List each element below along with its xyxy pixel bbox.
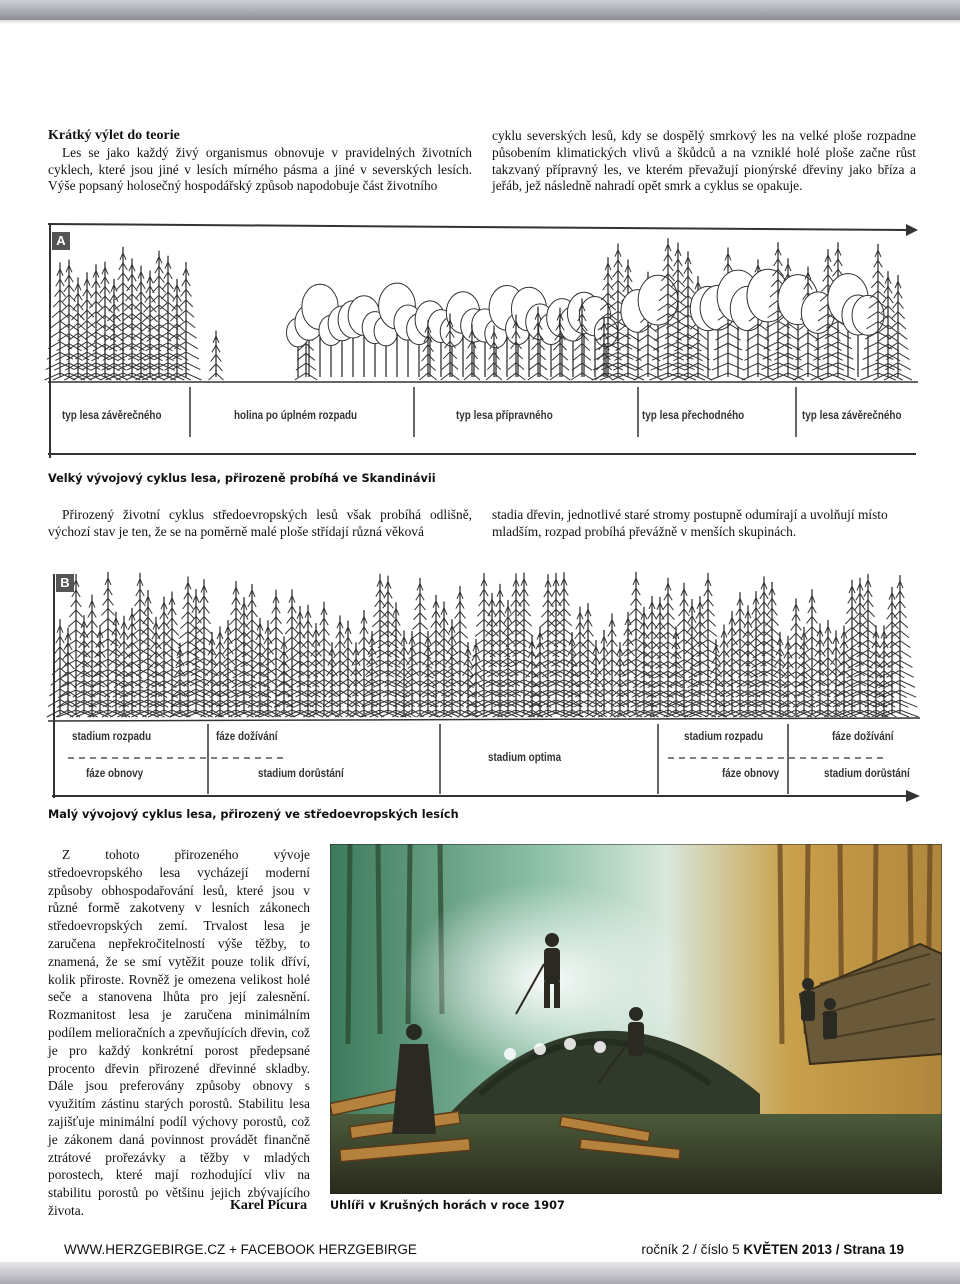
panel-letter-b: B	[56, 574, 74, 592]
footer-issue	[641, 1241, 904, 1259]
diagram-b	[48, 566, 920, 802]
label-typ-lesa-zaverecneho-1: typ lesa závěrečného	[62, 410, 162, 422]
intro-right-column	[492, 128, 916, 195]
intro-left-column	[48, 128, 472, 195]
label-typ-lesa-prechodneho: typ lesa přechodného	[642, 410, 745, 422]
footer-website: WWW.HERZGEBIRGE.CZ + FACEBOOK HERZGEBIRGE	[64, 1242, 417, 1257]
middle-right-column	[492, 507, 916, 541]
label-faze-obnovy-2: fáze obnovy	[722, 768, 780, 780]
footer-issue-date-page: KVĚTEN 2013 / Strana 19	[743, 1242, 904, 1257]
intro-left-text: Les se jako každý živý organismus obnovuje v pravidelných životních cyklech, které jsou jiné v lesích mírného pásma a jiné v severských lesích. Výše popsaný holosečný hospodářský způsob napodobuje část životního	[48, 144, 472, 194]
label-faze-obnovy-1: fáze obnovy	[86, 768, 144, 780]
label-stadium-dorustani-1: stadium dorůstání	[258, 768, 344, 780]
top-decorative-bar	[0, 0, 960, 20]
diagram-a	[48, 222, 920, 460]
panel-letter-a: A	[52, 232, 70, 250]
diagram-b-drawing	[48, 566, 920, 802]
label-typ-lesa-pripravneho: typ lesa přípravného	[456, 410, 553, 422]
middle-left-column	[48, 507, 472, 541]
author-name: Karel Picura	[230, 1198, 308, 1213]
label-faze-dozivani-1: fáze dožívání	[216, 731, 278, 743]
closing-text: Z tohoto přirozeného vývoje středoevropského lesa vycházejí moderní způsoby obhospodařování lesů, které jsou v různé formě zakotveny v lesních zákonech středoevropských zemí. Trvalost lesa je zaručena nepřekročitelností výše těžby, to znamená, že se smí vytěžit pouze tolik dříví, kolik přiroste. Rovněž je omezena velikost holé seče a stanovena lhůta pro její zalesnění. Rozmanitost lesa je zaručena minimálním podílem melioračních a zpevňujících dřevin, což je pro každý konkrétní porost předepsané procento dřevin přirozené dřevinné skladby. Dále jsou preferovány způsoby obnovy s využitím zástinu starých porostů. Stabilitu lesa zajišťuje minimální podíl výchovy porostů, což je zákonem daná povinnost provádět finančně ztrátové prořezávky a těžby v mladých porostech, které mají rozhodující vliv na stabilitu porostů po většinu jejich zbývajícího života.	[48, 847, 310, 1218]
label-faze-dozivani-2: fáze dožívání	[832, 731, 894, 743]
middle-left-text: Přirozený životní cyklus středoevropských lesů však probíhá odlišně, výchozí stav je ten, že se na poměrně malé ploše střídají různá věková	[48, 507, 472, 539]
label-typ-lesa-zaverecneho-2: typ lesa závěrečného	[802, 410, 902, 422]
historic-photo	[330, 844, 942, 1194]
label-stadium-rozpadu-2: stadium rozpadu	[684, 731, 764, 743]
bottom-decorative-bar	[0, 1262, 960, 1284]
middle-right-text: stadia dřevin, jednotlivé staré stromy postupně odumírají a uvolňují místo mladším, rozpad probíhá převážně v menších skupinách.	[492, 507, 888, 539]
historic-photo-illustration	[330, 844, 942, 1194]
intro-heading: Krátký výlet do teorie	[48, 128, 180, 143]
diagram-a-drawing	[48, 222, 920, 460]
label-stadium-optima: stadium optima	[488, 752, 562, 764]
footer-issue-number: ročník 2 / číslo 5	[641, 1242, 744, 1257]
label-stadium-dorustani-2: stadium dorůstání	[824, 768, 910, 780]
diagram-b-caption: Malý vývojový cyklus lesa, přirozený ve středoevropských lesích	[48, 808, 459, 821]
label-holina: holina po úplném rozpadu	[234, 410, 358, 422]
intro-right-text: cyklu severských lesů, kdy se dospělý smrkový les na velké ploše rozpadne působením klimatických vlivů a škůdců a na vzniklé holé ploše začne růst takzvaný přípravný les, ve kterém převažují pionýrské dřeviny jako bříza a jeřáb, jež následně nahradí opět smrk a cyklus se opakuje.	[492, 128, 916, 194]
photo-caption: Uhlíři v Krušných horách v roce 1907	[330, 1199, 565, 1212]
label-stadium-rozpadu-1: stadium rozpadu	[72, 731, 152, 743]
closing-column	[48, 846, 310, 1220]
diagram-a-caption: Velký vývojový cyklus lesa, přirozeně probíhá ve Skandinávii	[48, 472, 436, 485]
